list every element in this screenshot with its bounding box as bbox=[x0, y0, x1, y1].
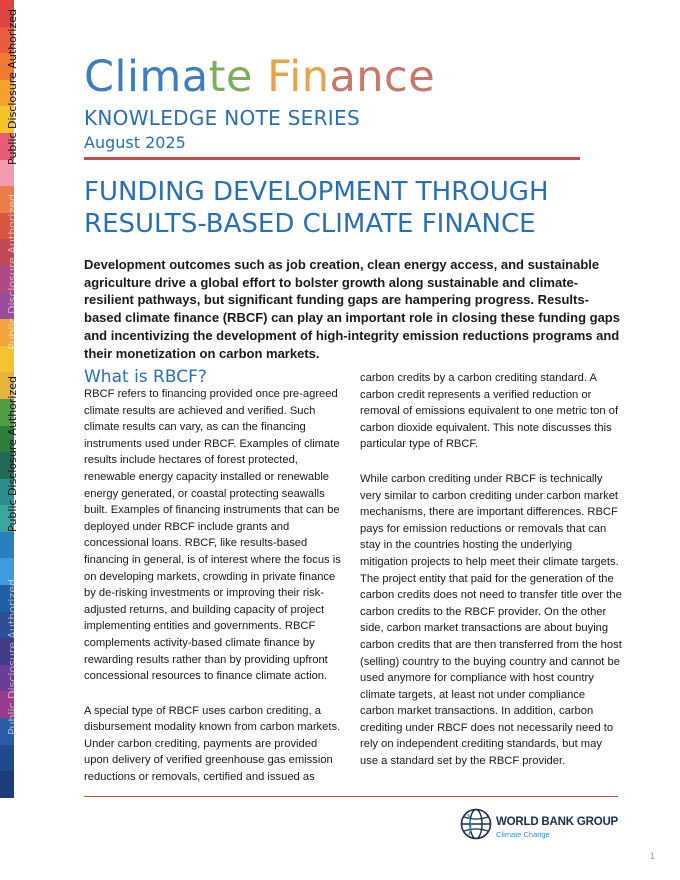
body-paragraph: While carbon crediting under RBCF is technically very similar to carbon crediting under carbon market mechanisms, there are important differences. RBCF pays for emission reductions or removals that can stay in the countries hosting the underlying mitigation projects to help meet their climate targets. The project entity that paid for the generation of the carbon credits does not need to transfer title over the carbon credits to the RBCF provider. On the other side, carbon market transactions are about buying carbon credits that are then transferred from the host (selling) country to the buying country and cannot be used anymore for compliance with host country climate targets, at least not under compliance carbon market transactions. In addition, carbon crediting under RBCF does not necessarily need to rely on independent crediting standards, but may use a standard set by the RBCF provider. bbox=[360, 472, 622, 768]
publication-date: August 2025 bbox=[84, 133, 186, 152]
note-title-line: RESULTS-BASED CLIMATE FINANCE bbox=[84, 209, 536, 239]
right-column bbox=[360, 370, 622, 788]
stripe-segment bbox=[0, 745, 14, 772]
intro-paragraph: Development outcomes such as job creation, clean energy access, and sustainable agriculture drive a global effort to bolster growth along sustainable and climate-resilient pathways, but significant funding gaps are hampering progress. Results-based climate finance (RBCF) can play an important role in closing these funding gaps and incentivizing the development of high-integrity emission reductions programs and their monetization on carbon markets. bbox=[84, 257, 620, 361]
stripe-segment bbox=[0, 532, 14, 559]
title-segment: Clima bbox=[84, 52, 209, 102]
report-title bbox=[84, 52, 435, 102]
logo-name: WORLD BANK GROUP bbox=[496, 816, 619, 828]
logo-subtitle: Climate Change bbox=[496, 830, 550, 839]
note-title bbox=[84, 176, 604, 240]
series-name: KNOWLEDGE NOTE SERIES bbox=[84, 106, 360, 130]
disclosure-label: Public Disclosure Authorized bbox=[6, 578, 19, 735]
title-segment: ance bbox=[329, 52, 436, 102]
left-column bbox=[84, 386, 344, 804]
disclosure-label: Public Disclosure Authorized bbox=[6, 375, 19, 532]
globe-icon bbox=[460, 808, 492, 840]
stripe-segment bbox=[0, 771, 14, 798]
note-title-line: FUNDING DEVELOPMENT THROUGH bbox=[84, 177, 549, 207]
title-segment: te bbox=[208, 52, 268, 102]
world-bank-logo bbox=[460, 808, 630, 848]
divider-bottom bbox=[84, 796, 618, 797]
disclosure-label: Public Disclosure Authorized bbox=[6, 8, 19, 165]
body-paragraph: RBCF refers to financing provided once pre-agreed climate results are achieved and verified. Such climate results can vary, as can the financing instruments used under RBCF. Examples of climate results include hectares of forest protected, renewable energy capacity installed or renewable energy generated, or coastal protecting seawalls built. Examples of financing instruments that can be deployed under RBCF include grants and concessional loans. RBCF, like results-based financing in general, is of interest where the focus is on developing markets, crowding in private finance by de-risking investments or improving their risk-adjusted returns, and building capacity of project implementing entities and governments. RBCF complements activity-based climate finance by rewarding results rather than by providing upfront concessional resources to finance climate action. bbox=[84, 388, 341, 683]
body-paragraph: A special type of RBCF uses carbon crediting, a disbursement modality known from carbon markets. Under carbon crediting, payments are provided upon delivery of verified greenhouse gas emission reductions or removals, certified and issued as bbox=[84, 704, 341, 784]
section-heading: What is RBCF? bbox=[84, 367, 207, 387]
body-paragraph: carbon credits by a carbon crediting standard. A carbon credit represents a verified reduction or removal of emissions equivalent to one metric ton of carbon dioxide equivalent. This note discusses this particular type of RBCF. bbox=[360, 372, 619, 451]
page-number: 1 bbox=[650, 851, 656, 861]
divider-top bbox=[84, 157, 580, 160]
disclosure-label: Public Disclosure Authorized bbox=[6, 193, 19, 350]
title-segment: Fin bbox=[267, 52, 330, 102]
